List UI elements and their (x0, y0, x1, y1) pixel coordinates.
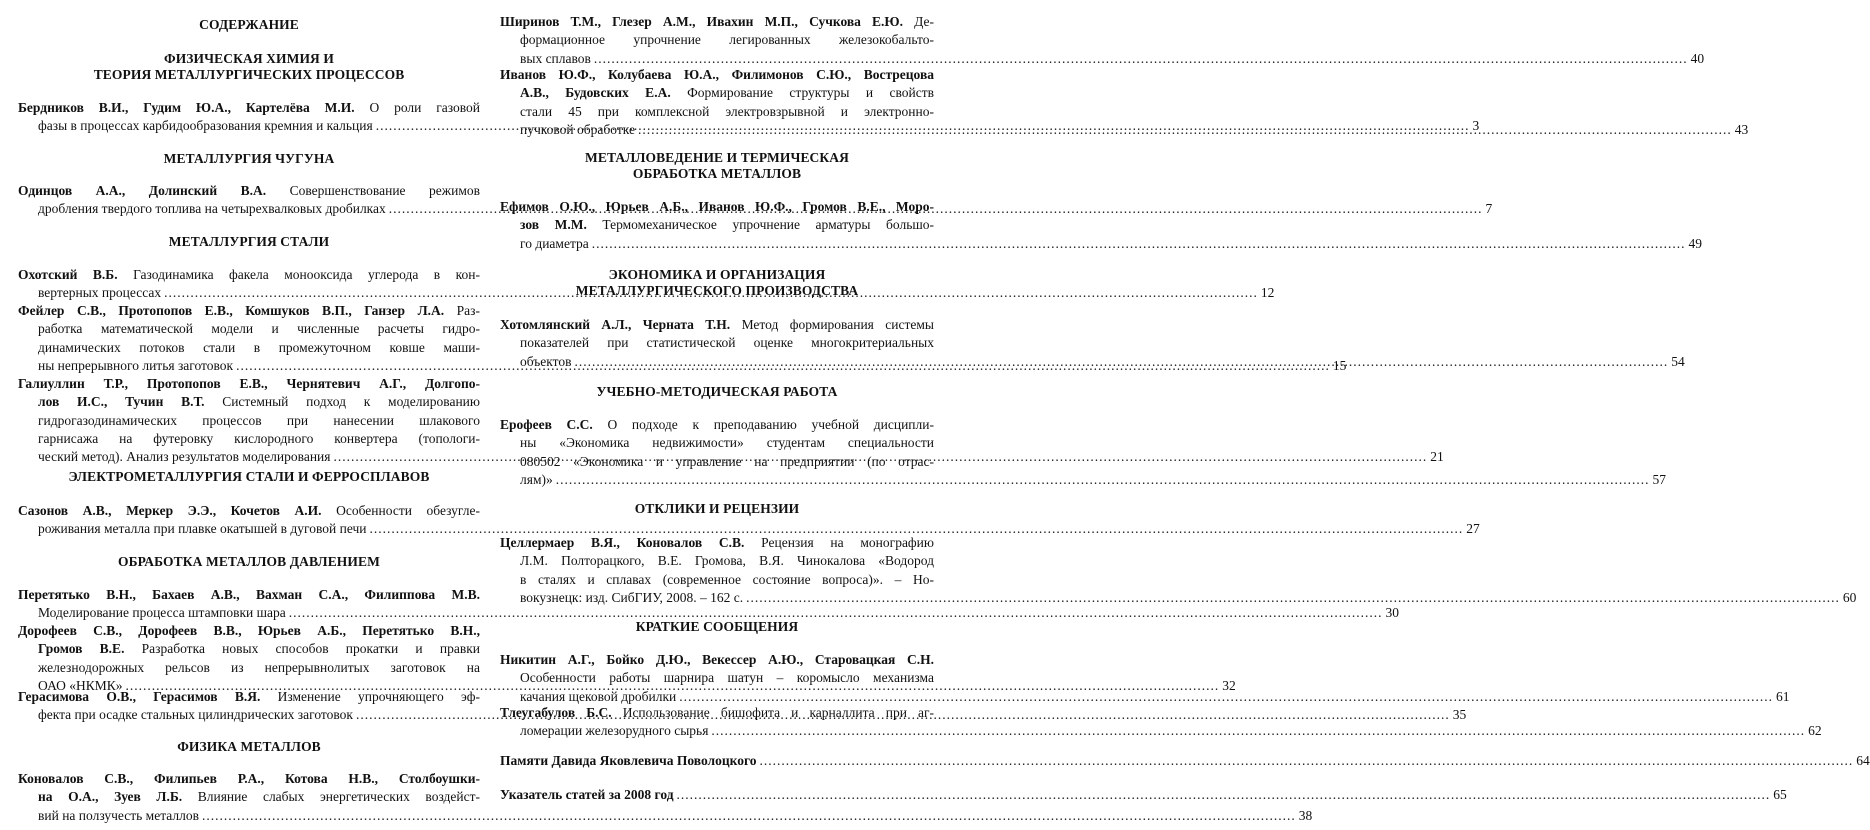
toc-entry[interactable]: Дорофеев С.В., Дорофеев В.В., Юрьев А.Б., Перетятько В.Н., Громов В.Е. Разработка новых способов прокатки и правки железнодорожных рельсов из непрерывнолитых заготовок на ОАО «НКМК» ..... 32 (18, 622, 480, 695)
toc-entry[interactable]: Перетятько В.Н., Бахаев А.В., Вахман С.А., Филиппова М.В. Моделирование процесса штамповки шара ..... 30 (18, 586, 480, 623)
toc-entry[interactable]: Одинцов А.А., Долинский В.А. Совершенствование режимов дробления твердого топлива на четырехвалковых дробилках ..... 7 (18, 182, 480, 219)
toc-entry[interactable]: Ширинов Т.М., Глезер А.М., Ивахин М.П., Сучкова Е.Ю. Де- формационное упрочнение легированных железокобальто- вых сплавов ..... 40 (500, 13, 934, 68)
page-number: 27 (1466, 521, 1480, 537)
toc-entry[interactable]: Коновалов С.В., Филипьев Р.А., Котова Н.В., Столбоушки- на О.А., Зуев Л.Б. Влияние слабых энергетических воздейст- вий на ползучесть металлов ..... 38 (18, 770, 480, 825)
section-heading: МЕТАЛЛУРГИЯ ЧУГУНА (163, 151, 335, 166)
page-number: 7 (1485, 201, 1493, 217)
page-number: 64 (1856, 753, 1870, 768)
section-heading: МЕТАЛЛУРГИЯ СТАЛИ (168, 234, 330, 249)
section-heading: МЕТАЛЛУРГИЧЕСКОГО ПРОИЗВОДСТВА (575, 283, 859, 298)
section-heading: ОБРАБОТКА МЕТАЛЛОВ (632, 166, 802, 181)
page-number: 60 (1842, 589, 1857, 605)
toc-entry[interactable]: Иванов Ю.Ф., Колубаева Ю.А., Филимонов С.Ю., Вострецова А.В., Будовских Е.А. Формирование структуры и свойств стали 45 при комплексной электровзрывной и электронно- пучковой обработке ..... 43 (500, 66, 934, 139)
section-heading: ОТКЛИКИ И РЕЦЕНЗИИ (634, 501, 800, 516)
contents-title: СОДЕРЖАНИЕ (199, 17, 299, 32)
section-heading: ЭКОНОМИКА И ОРГАНИЗАЦИЯ (608, 267, 826, 282)
page-number: 3 (1472, 118, 1480, 134)
page-number: 30 (1385, 605, 1400, 621)
page-number: 57 (1652, 471, 1666, 487)
section-heading: ОБРАБОТКА МЕТАЛЛОВ ДАВЛЕНИЕМ (118, 554, 380, 569)
page-number: 38 (1298, 807, 1313, 823)
toc-entry-memory[interactable]: Памяти Давида Яковлевича Поволоцкого ..... 64 (500, 752, 934, 770)
section-heading: УЧЕБНО-МЕТОДИЧЕСКАЯ РАБОТА (596, 384, 838, 399)
toc-entry[interactable]: Сазонов А.В., Меркер Э.Э., Кочетов А.И. Особенности обезугле- роживания металла при плавке окатышей в дуговой печи ..... 27 (18, 502, 480, 539)
toc-entry[interactable]: Галиуллин Т.Р., Протопопов Е.В., Чернятевич А.Г., Долгопо- лов И.С., Тучин В.Т. Системный подход к моделированию гидрогазодинамических процессов при нанесении шлакового гарнисажа на футеровку кислородного конвертера (топологи- ческий метод). Анализ результатов моделирования ..... 21 (18, 375, 480, 466)
page-number: 15 (1332, 357, 1347, 373)
toc-entry[interactable]: Герасимова О.В., Герасимов В.Я. Изменение упрочняющего эф- фекта при осадке стальных цилиндрических заготовок ..... 35 (18, 688, 480, 725)
toc-entry[interactable]: Ефимов О.Ю., Юрьев А.Б., Иванов Ю.Ф., Громов В.Е., Моро- зов М.М. Термомеханическое упрочнение арматуры большо- го диаметра ..... 49 (500, 198, 934, 253)
page-number: 54 (1671, 353, 1685, 369)
page-number: 61 (1776, 688, 1790, 704)
toc-entry[interactable]: Ерофеев С.С. О подходе к преподаванию учебной дисципли- ны «Экономика недвижимости» студентам специальности 080502 «Экономика и управление на предприятии (по отрас- лям)» ..... 57 (500, 416, 934, 489)
page-number: 35 (1452, 707, 1467, 723)
toc-entry[interactable]: Целлермаер В.Я., Коновалов С.В. Рецензия на монографию Л.М. Полторацкого, В.Е. Громова, В.Я. Чинокалова «Водород в сталях и сплавах (современное состояние вопроса)». – Но- вокузнецк: изд. СибГИУ, 2008. – 162 с. ..... 60 (500, 534, 934, 607)
page-number: 62 (1808, 723, 1822, 739)
section-heading: ЭЛЕКТРОМЕТАЛЛУРГИЯ СТАЛИ И ФЕРРОСПЛАВОВ (68, 469, 430, 484)
page-number: 49 (1688, 235, 1703, 251)
toc-entry[interactable]: Фейлер С.В., Протопопов Е.В., Комшуков В.П., Ганзер Л.А. Раз- работка математической модели и численные расчеты гидро- динамических потоков стали в промежуточном ковше маши- ны непрерывного литья заготовок ..... 15 (18, 302, 480, 375)
page-number: 12 (1260, 285, 1275, 301)
page-number: 40 (1690, 50, 1705, 66)
page-number: 21 (1430, 449, 1444, 465)
section-heading: КРАТКИЕ СООБЩЕНИЯ (635, 619, 799, 634)
section-heading: ФИЗИЧЕСКАЯ ХИМИЯ И (164, 51, 334, 66)
section-heading: ТЕОРИЯ МЕТАЛЛУРГИЧЕСКИХ ПРОЦЕССОВ (93, 67, 405, 82)
toc-entry[interactable]: Хотомлянский А.Л., Черната Т.Н. Метод формирования системы показателей при статистической оценке многокритериальных объектов ..... 54 (500, 316, 934, 371)
page-number: 43 (1734, 121, 1749, 137)
page-number: 65 (1773, 787, 1787, 802)
page-number: 32 (1222, 677, 1236, 693)
toc-entry[interactable]: Охотский В.Б. Газодинамика факела монооксида углерода в кон- вертерных процессах ..... 12 (18, 266, 480, 303)
section-heading: ФИЗИКА МЕТАЛЛОВ (177, 739, 321, 754)
toc-entry[interactable]: Никитин А.Г., Бойко Д.Ю., Векессер А.Ю., Старовацкая С.Н. Особенности работы шарнира шатун – коромысло механизма качания щековой дробилки ..... 61 (500, 651, 934, 706)
section-heading: МЕТАЛЛОВЕДЕНИЕ И ТЕРМИЧЕСКАЯ (585, 150, 849, 165)
toc-entry[interactable]: Бердников В.И., Гудим Ю.А., Картелёва М.И. О роли газовой фазы в процессах карбидообразования кремния и кальция ..... 3 (18, 99, 480, 136)
toc-entry[interactable]: Тлеугабулов Б.С. Использование бишофита и карналлита при аг- ломерации железорудного сырья ..... 62 (500, 704, 934, 741)
toc-entry-index[interactable]: Указатель статей за 2008 год ..... 65 (500, 786, 934, 804)
